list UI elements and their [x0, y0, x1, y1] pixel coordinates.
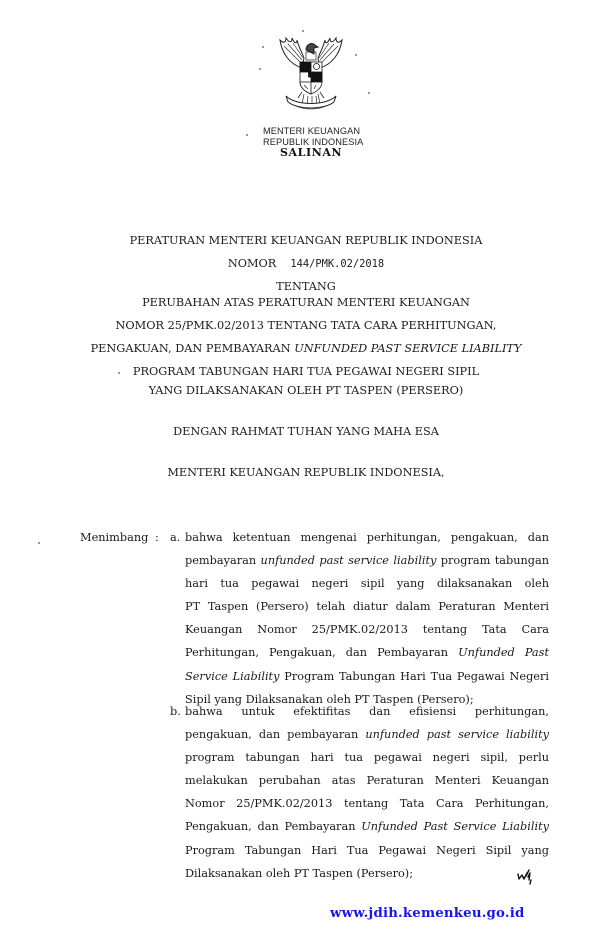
italic-term: unfunded past service liability — [365, 728, 549, 742]
considering-colon: : — [155, 531, 159, 544]
text-run: Keuangan Nomor 25/PMK.02/2013 tentang Tata Cara — [185, 623, 549, 637]
subject-line-3-italic: UNFUNDED PAST SERVICE LIABILITY — [294, 342, 522, 355]
letterhead-ministry: MENTERI KEUANGAN — [263, 126, 361, 136]
text-run: Dilaksanakan oleh PT Taspen (Persero); — [185, 866, 414, 880]
text-run: hari tua pegawai negeri sipil yang dilaksanakan oleh — [185, 577, 549, 591]
paragraph-line — [185, 867, 549, 890]
considering-label: Menimbang — [80, 531, 149, 544]
scan-speck — [262, 46, 264, 48]
paragraph-line — [185, 554, 549, 577]
text-run: program tabungan — [436, 554, 550, 568]
subject-line-4: PROGRAM TABUNGAN HARI TUA PEGAWAI NEGERI SIPIL — [132, 365, 480, 378]
italic-term: Service Liability — [185, 669, 280, 683]
scan-speck — [246, 134, 248, 136]
subject-line-3-text: PENGAKUAN, DAN PEMBAYARAN — [90, 342, 295, 355]
letterhead — [263, 126, 363, 148]
text-run: Nomor 25/PMK.02/2013 tentang Tata Cara Perhitungan, — [185, 797, 549, 811]
italic-term: Unfunded Past — [458, 646, 549, 660]
item-marker-b: b. — [170, 705, 181, 718]
text-run: PT Taspen (Persero) telah diatur dalam Peraturan Menteri — [185, 600, 549, 614]
italic-term: unfunded past service liability — [260, 554, 437, 568]
paragraph-line — [185, 751, 549, 774]
paragraph-line — [185, 670, 549, 693]
invocation: DENGAN RAHMAT TUHAN YANG MAHA ESA — [173, 425, 439, 438]
text-run: Program Tabungan Hari Tua Pegawai Negeri Sipil yang — [185, 843, 549, 857]
text-run: Program Tabungan Hari Tua Pegawai Negeri — [279, 669, 549, 683]
paragraph-line — [185, 531, 549, 554]
italic-term: Unfunded Past Service Liability — [361, 820, 550, 834]
authority-line: MENTERI KEUANGAN REPUBLIK INDONESIA, — [167, 466, 445, 479]
regulation-title: PERATURAN MENTERI KEUANGAN REPUBLIK INDONESIA — [129, 234, 483, 247]
nomor-label: NOMOR — [227, 257, 277, 270]
subject-line-3 — [0, 342, 612, 356]
scan-speck — [368, 92, 370, 94]
scan-speck — [302, 30, 304, 32]
considering-item-b — [185, 705, 549, 890]
tentang-heading: TENTANG — [276, 280, 336, 293]
letterhead-country: REPUBLIK INDONESIA — [263, 137, 364, 147]
scan-speck — [38, 542, 40, 544]
paragraph-line — [185, 577, 549, 600]
text-run: pembayaran — [185, 554, 261, 568]
footer-website-link[interactable]: www.jdih.kemenkeu.go.id — [330, 906, 525, 921]
subject-line-5: YANG DILAKSANAKAN OLEH PT TASPEN (PERSERO) — [148, 384, 464, 397]
subject-line-2: NOMOR 25/PMK.02/2013 TENTANG TATA CARA PERHITUNGAN, — [115, 319, 497, 332]
handwritten-initial-icon — [516, 868, 538, 886]
paragraph-line — [185, 728, 549, 751]
text-run: melakukan perubahan atas Peraturan Menteri Keuangan — [185, 774, 549, 788]
text-run: Sipil yang Dilaksanakan oleh PT Taspen (Persero); — [185, 692, 474, 706]
subject-line-1: PERUBAHAN ATAS PERATURAN MENTERI KEUANGAN — [142, 296, 470, 309]
text-run: Perhitungan, Pengakuan, dan Pembayaran — [185, 646, 459, 660]
text-run: bahwa untuk efektifitas dan efisiensi perhitungan, — [185, 705, 549, 718]
paragraph-line — [185, 600, 549, 623]
paragraph-line — [185, 646, 549, 669]
paragraph-line — [185, 623, 549, 646]
paragraph-line — [185, 797, 549, 820]
nomor-value: 144/PMK.02/2018 — [290, 258, 385, 270]
copy-stamp: SALINAN — [280, 146, 343, 159]
considering-item-a — [185, 531, 549, 716]
garuda-emblem-icon — [272, 28, 350, 120]
scan-speck — [355, 54, 357, 56]
regulation-number — [0, 257, 612, 271]
item-marker-a: a. — [170, 531, 181, 544]
text-run: pengakuan, dan pembayaran — [185, 728, 366, 742]
paragraph-line — [185, 705, 549, 728]
text-run: program tabungan hari tua pegawai negeri sipil, perlu — [185, 751, 549, 765]
text-run: bahwa ketentuan mengenai perhitungan, pengakuan, dan — [185, 531, 549, 544]
paragraph-line — [185, 844, 549, 867]
paragraph-line — [185, 820, 549, 843]
paragraph-line — [185, 774, 549, 797]
scan-speck — [259, 68, 261, 70]
text-run: Pengakuan, dan Pembayaran — [185, 820, 362, 834]
